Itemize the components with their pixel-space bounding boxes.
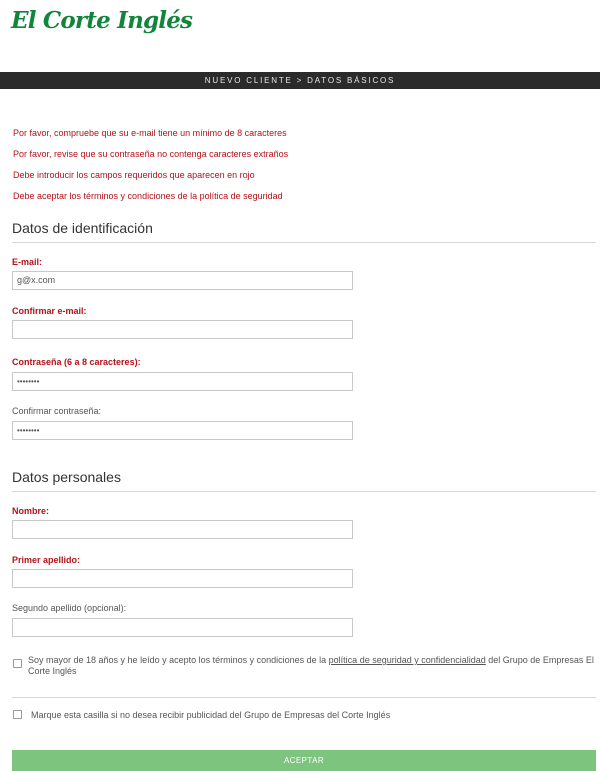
name-field[interactable] <box>12 520 353 539</box>
email-label: E-mail: <box>12 257 43 267</box>
identification-section-title: Datos de identificación <box>12 220 596 243</box>
logo[interactable]: El Corte Inglés <box>11 7 193 34</box>
confirm-password-field[interactable]: •••••••• <box>12 421 353 440</box>
error-message: Debe introducir los campos requeridos que aparecen en rojo <box>13 170 255 180</box>
confirm-email-label: Confirmar e-mail: <box>12 306 87 316</box>
error-message: Por favor, revise que su contraseña no contenga caracteres extraños <box>13 149 289 159</box>
terms-text-after: del Grupo de Empresas El Corte Inglés <box>28 655 594 676</box>
accept-button[interactable]: ACEPTAR <box>12 750 596 771</box>
terms-checkbox[interactable] <box>13 659 22 668</box>
privacy-policy-link[interactable]: política de seguridad y confidencialidad <box>328 655 486 665</box>
second-surname-field[interactable] <box>12 618 353 637</box>
first-surname-field[interactable] <box>12 569 353 588</box>
page-step-title: NUEVO CLIENTE > DATOS BÁSICOS <box>204 76 396 85</box>
divider <box>12 697 596 698</box>
confirm-email-field[interactable] <box>12 320 353 339</box>
second-surname-label: Segundo apellido (opcional): <box>12 603 127 613</box>
terms-text <box>28 655 594 677</box>
name-label: Nombre: <box>12 506 50 516</box>
error-message: Por favor, compruebe que su e-mail tiene un mínimo de 8 caracteres <box>13 128 287 138</box>
error-list <box>13 124 593 208</box>
email-field[interactable]: g@x.com <box>12 271 353 290</box>
terms-text-before: Soy mayor de 18 años y he leído y acepto los términos y condiciones de la <box>28 655 329 665</box>
page-header-bar <box>0 72 600 89</box>
password-field[interactable]: •••••••• <box>12 372 353 391</box>
error-message: Debe aceptar los términos y condiciones de la política de seguridad <box>13 191 283 201</box>
advertising-checkbox[interactable] <box>13 710 22 719</box>
password-label: Contraseña (6 a 8 caracteres): <box>12 357 141 367</box>
advertising-text: Marque esta casilla si no desea recibir publicidad del Grupo de Empresas del Corte Inglés <box>31 710 391 720</box>
confirm-password-label: Confirmar contraseña: <box>12 406 102 416</box>
first-surname-label: Primer apellido: <box>12 555 81 565</box>
personal-section-title: Datos personales <box>12 469 596 492</box>
